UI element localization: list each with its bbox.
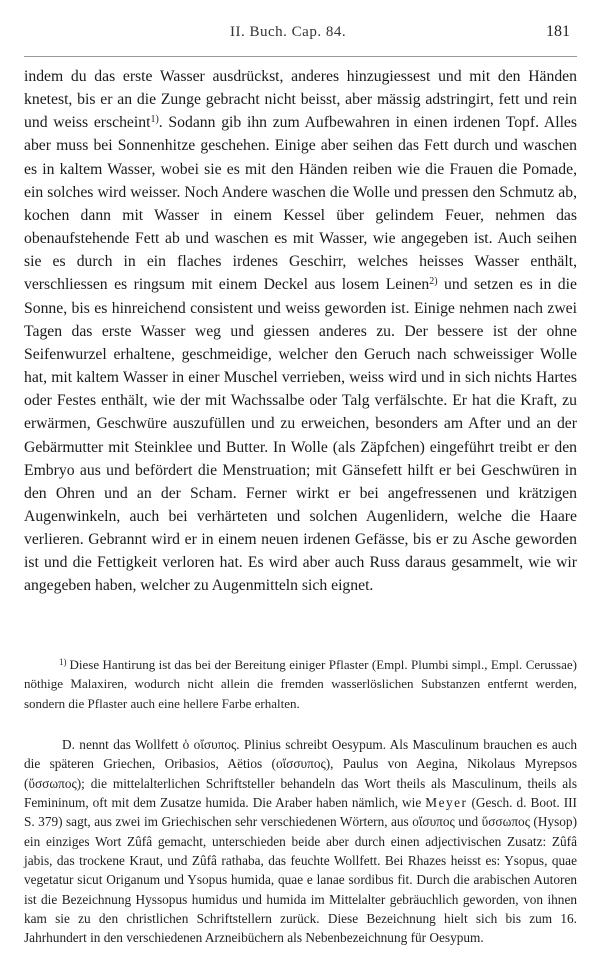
footnote-ref-2: 2) <box>429 276 438 288</box>
footnote-text: Diese Hantirung ist das bei der Bereitung einiger Pflaster (Empl. Plumbi simpl., Empl. Cerussae) nöthige Malaxiren, wodurch nicht allein die fremden wasserlöslichen Substanzen entfernt werden, sondern die Pflaster auch eine hellere Farbe erhalten. <box>24 657 577 711</box>
commentary-paragraph <box>24 735 577 948</box>
footnote-paragraph <box>24 655 577 713</box>
main-text-part1: indem du das erste Wasser ausdrückst, anderes hinzugiessest und mit den Händen knetest, bis er an die Zunge gebracht nicht beisst, aber mässig adstringirt, fett und rein und weiss erscheint <box>24 68 577 132</box>
commentary-text-part1: D. nennt das Wollfett ὁ οἴσυπος. Plinius schreibt Oesypum. Als Masculinum brauchen es auch die späteren Griechen, Oribasios, Aëtios (οἴσσυπος), Paulus von Aegina, Nikolaus Myrepsos (ὕσσωπος); die mittelalterlichen Schriftsteller behandeln das Wort theils als Masculinum, theils als Femininum, oft mit dem Zusatze humida. Die Araber haben nämlich, wie <box>24 737 577 811</box>
page-number: 181 <box>546 23 570 40</box>
main-paragraph <box>24 65 577 598</box>
footnote <box>24 655 577 713</box>
main-text <box>24 65 577 598</box>
footnote-marker: 1) <box>59 657 67 667</box>
header-rule <box>24 56 577 57</box>
commentary-author: Meyer <box>425 795 468 811</box>
main-text-part3: und setzen es in die Sonne, bis es hinreichend consistent und weiss geworden ist. Einige nehmen nach zwei Tagen das erste Wasser weg und giessen anderes zu. Der bessere ist der ohne Seifenwurzel erhaltene, geschmeidige, welcher den Geruch nach schweissiger Wolle hat, mit kaltem Wasser in einer Muschel verrieben, weiss wird und in sich nichts Hartes oder Festes enthält, wie der mit Wachssalbe oder Talg verfälschte. Er hat die Kraft, zu erwärmen, Geschwüre auszufüllen und zu erweichen, besonders am After und an der Gebärmutter mit Steinklee und Butter. In Wolle (als Zäpfchen) eingeführt treibt er den Embryo aus und befördert die Menstruation; mit Gänsefett hilft er bei Geschwüren in den Ohren und an der Scham. Ferner wirkt er bei angefressenen und krätzigen Augenwinkeln, auch bei verhärteten und solchen Augenlidern, welche die Haare verlieren. Gebrannt wird er in einem neuen irdenen Gefässe, bis er zu Asche geworden ist und die Fettigkeit verloren hat. Es wird aber auch Russ daraus gesammelt, wie wir angegeben haben, welcher zu Augenmitteln sich eignet. <box>24 276 577 595</box>
running-header <box>78 24 578 46</box>
footnote-ref-1: 1) <box>150 114 159 126</box>
running-title: II. Buch. Cap. 84. <box>230 24 347 40</box>
main-text-part2: . Sodann gib ihn zum Aufbewahren in einen irdenen Topf. Alles aber muss bei Sonnenhitze geschehen. Einige aber seihen das Fett durch und waschen es in kaltem Wasser, wobei sie es mit den Händen reiben wie die Frauen die Pomade, ein solches wird weisser. Noch Andere waschen die Wolle und pressen den Schmutz ab, kochen dann mit Wasser in einem Kessel über gelindem Feuer, nehmen das obenaufstehende Fett ab und waschen es mit Wasser, wie angegeben ist. Auch seihen sie es durch in ein flaches irdenes Geschirr, welches heisses Wasser enthält, verschliessen es ringsum mit einem Deckel aus losem Leinen <box>24 114 578 294</box>
commentary-text-part2: (Gesch. d. Boot. III S. 379) sagt, aus zwei im Griechischen sehr verschiedenen Wörtern, aus οἴσυπος und ὕσσωπος (Hysop) ein einziges Wort Zûfâ gemacht, unterschieden beide aber durch einen adjectivischen Zusatz: Zûfâ jabis, das trockene Kraut, und Zûfâ rathaba, das feuchte Wollfett. Bei Rhazes heisst es: Ysopus, quae vegetatur sicut Origanum und Ysopus humida, quae e lanae sordibus fit. Durch die arabischen Autoren ist die Bezeichnung Hyssopus humidus und humida im Mittelalter gebräuchlich geworden, von ihnen kam sie zu den christlichen Schriftstellern zurück. Diese Bezeichnung hielt sich bis zum 16. Jahrhundert in den verschiedenen Arzneibüchern als Nebenbezeichnung für Oesypum. <box>24 795 577 946</box>
commentary <box>24 735 577 948</box>
